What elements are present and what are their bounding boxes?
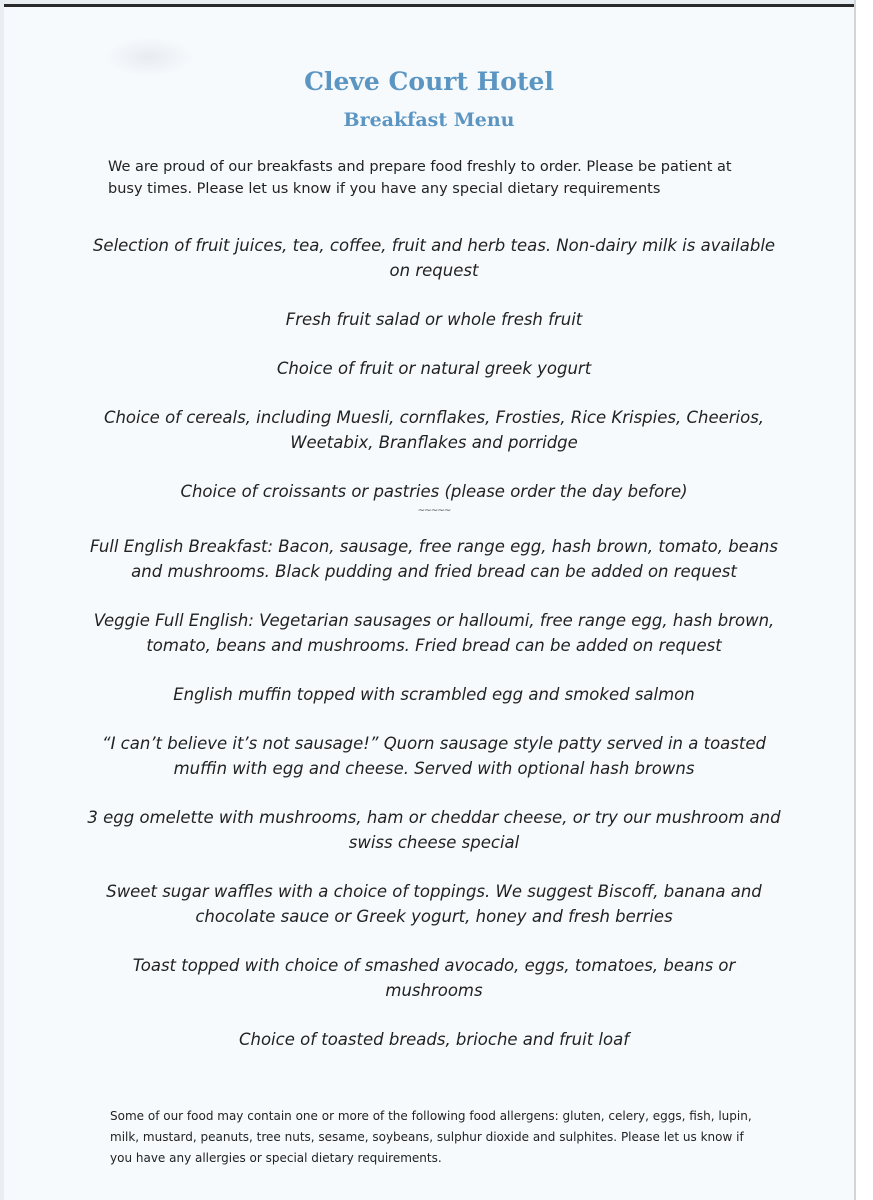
menu-item-breads: Choice of toasted breads, brioche and fruit loaf	[238, 1030, 630, 1049]
menu-item-veggie-english: Veggie Full English: Vegetarian sausages or halloumi, free range egg, hash brown, tomato, beans and mushrooms. Fried bread can be added on request	[93, 611, 775, 655]
menu-item-waffles: Sweet sugar waffles with a choice of toppings. We suggest Biscoff, banana and chocolate sauce or Greek yogurt, honey and fresh berries	[106, 882, 762, 926]
menu-item-omelette: 3 egg omelette with mushrooms, ham or cheddar cheese, or try our mushroom and swiss cheese special	[87, 808, 781, 852]
menu-item-pastries-group	[84, 479, 784, 516]
scan-edge	[854, 0, 873, 1200]
hotel-title: Cleve Court Hotel	[304, 67, 554, 96]
menu-page	[4, 4, 854, 1200]
menu-item-muffin-salmon: English muffin topped with scrambled egg and smoked salmon	[173, 685, 695, 704]
menu-item-yogurt: Choice of fruit or natural greek yogurt	[276, 359, 592, 378]
menu-item-pastries: Choice of croissants or pastries (please order the day before)	[180, 482, 688, 501]
menu-item-full-english: Full English Breakfast: Bacon, sausage, free range egg, hash brown, tomato, beans and mushrooms. Black pudding and fried bread can be added on request	[90, 537, 778, 581]
menu-item-fruit: Fresh fruit salad or whole fresh fruit	[285, 310, 583, 329]
menu-item-drinks: Selection of fruit juices, tea, coffee, fruit and herb teas. Non-dairy milk is available on request	[92, 236, 776, 280]
menu-item-quorn-muffin: “I can’t believe it’s not sausage!” Quorn sausage style patty served in a toasted muffin with egg and cheese. Served with optional hash browns	[102, 734, 766, 778]
menu-subtitle: Breakfast Menu	[343, 109, 515, 131]
intro-paragraph: We are proud of our breakfasts and prepare food freshly to order. Please be patient at busy times. Please let us know if you have any special dietary requirements	[108, 159, 732, 197]
menu-item-toast: Toast topped with choice of smashed avocado, eggs, tomatoes, beans or mushrooms	[132, 956, 736, 1000]
menu-item-cereals: Choice of cereals, including Muesli, cornflakes, Frosties, Rice Krispies, Cheerios, Weetabix, Branflakes and porridge	[103, 408, 765, 452]
section-divider: ~~~~~	[417, 506, 451, 516]
menu-list	[84, 233, 784, 1076]
allergen-notice: Some of our food may contain one or more of the following food allergens: gluten, celery, eggs, fish, lupin, milk, mustard, peanuts, tree nuts, sesame, soybeans, sulphur dioxide and sulphites. Please let us know if you have any allergies or special dietary requirements.	[110, 1109, 752, 1165]
